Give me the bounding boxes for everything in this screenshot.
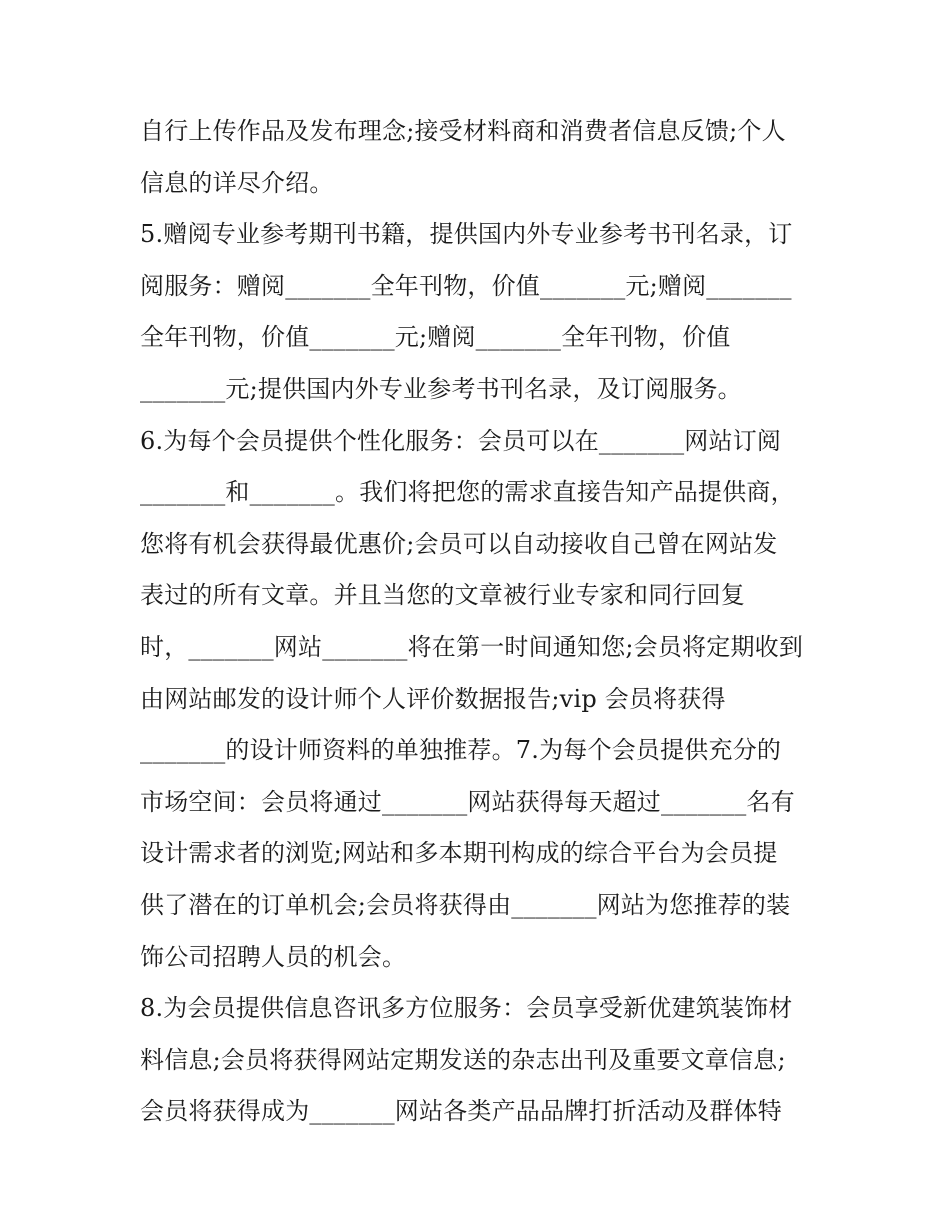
text-line-5: 全年刊物，价值_______元;赠阅_______全年刊物，价值 bbox=[140, 323, 731, 352]
text-line-14: 市场空间：会员将通过_______网站获得每天超过_______名有 bbox=[140, 787, 795, 816]
text-line-19: 料信息;会员将获得网站定期发送的杂志出刊及重要文章信息; bbox=[140, 1045, 786, 1074]
text-line-3: 5.赠阅专业参考期刊书籍，提供国内外专业参考书刊名录，订 bbox=[140, 220, 793, 249]
text-line-9: 您将有机会获得最优惠价;会员可以自动接收自己曾在网站发 bbox=[140, 529, 778, 558]
text-line-20: 会员将获得成为_______网站各类产品品牌打折活动及群体特 bbox=[140, 1097, 782, 1126]
text-line-17: 饰公司招聘人员的机会。 bbox=[140, 942, 407, 971]
text-line-2: 信息的详尽介绍。 bbox=[140, 168, 334, 197]
text-line-8: _______和_______。我们将把您的需求直接告知产品提供商， bbox=[140, 478, 795, 507]
text-line-12: 由网站邮发的设计师个人评价数据报告;vip 会员将获得 bbox=[140, 684, 726, 713]
text-line-11: 时，_______网站_______将在第一时间通知您;会员将定期收到 bbox=[140, 632, 804, 661]
text-line-4: 阅服务：赠阅_______全年刊物，价值_______元;赠阅_______ bbox=[140, 271, 792, 300]
text-line-15: 设计需求者的浏览;网站和多本期刊构成的综合平台为会员提 bbox=[140, 839, 778, 868]
text-line-1: 自行上传作品及发布理念;接受材料商和消费者信息反馈;个人 bbox=[140, 117, 786, 145]
text-line-18: 8.为会员提供信息咨讯多方位服务：会员享受新优建筑装饰材 bbox=[140, 994, 793, 1023]
document-body bbox=[140, 106, 820, 1138]
text-line-6: _______元;提供国内外专业参考书刊名录，及订阅服务。 bbox=[140, 374, 742, 403]
text-line-13: _______的设计师资料的单独推荐。7.为每个会员提供充分的 bbox=[140, 736, 782, 765]
text-line-10: 表过的所有文章。并且当您的文章被行业专家和同行回复 bbox=[140, 581, 745, 610]
text-line-16: 供了潜在的订单机会;会员将获得由_______网站为您推荐的装 bbox=[140, 890, 791, 919]
text-line-7: 6.为每个会员提供个性化服务：会员可以在_______网站订阅 bbox=[140, 426, 782, 455]
